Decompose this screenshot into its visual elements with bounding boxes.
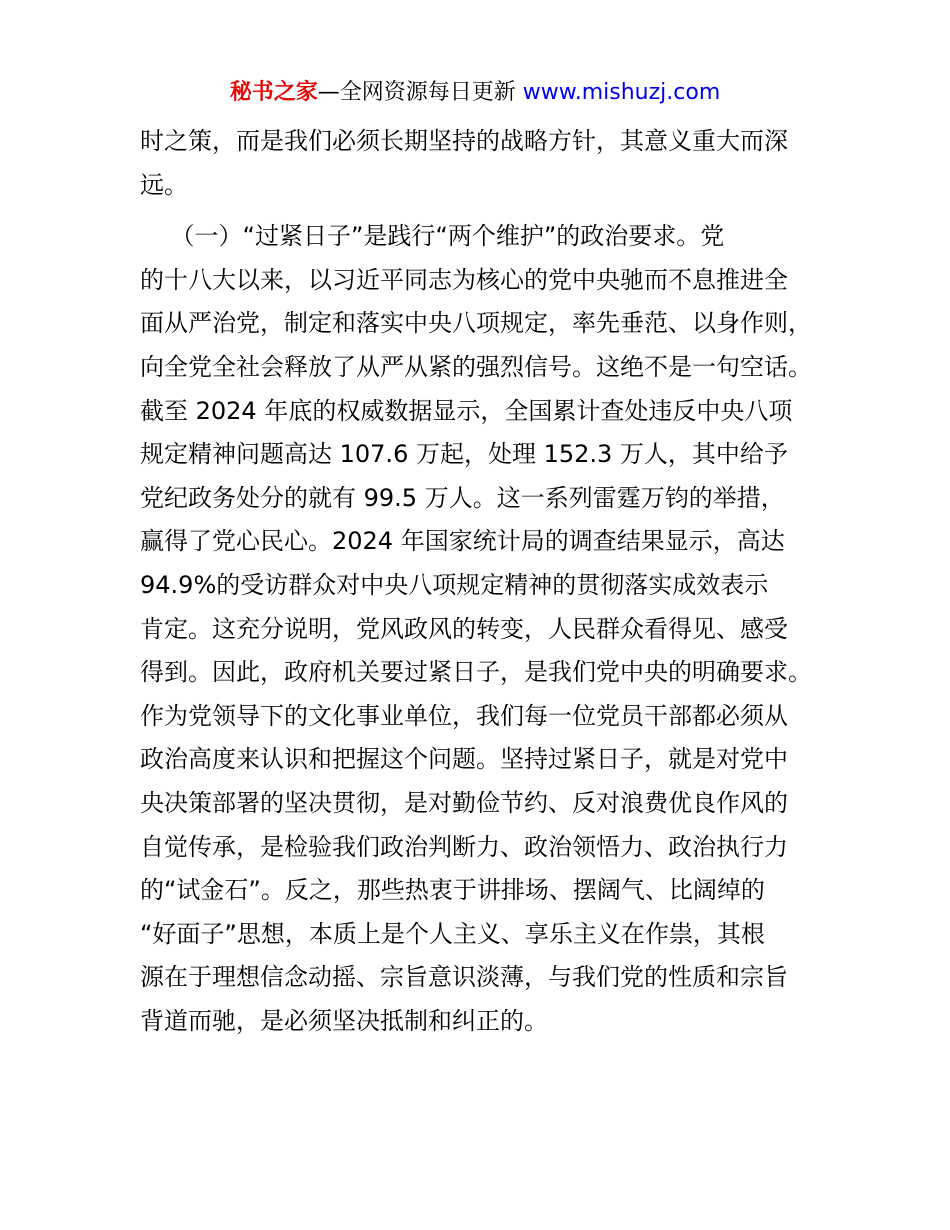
site-header [0,78,950,108]
text-line: 时之策，而是我们必须长期坚持的战略方针，其意义重大而深 [140,127,788,155]
text-line: 政治高度来认识和把握这个问题。坚持过紧日子，就是对党中 [140,745,788,774]
text-line: 94.9%的受访群众对中央八项规定精神的贯彻落实成效表示 [140,570,769,599]
text-line: 作为党领导下的文化事业单位，我们每一位党员干部都必须从 [140,701,788,730]
text-line: 央决策部署的坚决贯彻，是对勤俭节约、反对浪费优良作风的 [140,788,788,817]
site-url-link[interactable]: www.mishuzj.com [522,80,721,105]
text-line: 的十八大以来，以习近平同志为核心的党中央驰而不息推进全 [140,265,788,294]
text-line: 得到。因此，政府机关要过紧日子，是我们党中央的明确要求。 [140,658,812,687]
text-line: 党纪政务处分的就有 99.5 万人。这一系列雷霆万钧的举措， [140,483,785,512]
text-line: 向全党全社会释放了从严从紧的强烈信号。这绝不是一句空话。 [140,352,812,381]
text-line: 面从严治党，制定和落实中央八项规定，率先垂范、以身作则， [140,309,812,338]
document-body [140,120,820,1043]
text-line: （一）“过紧日子”是践行“两个维护”的政治要求。党 [140,222,725,251]
text-line: 规定精神问题高达 107.6 万起，处理 152.3 万人，其中给予 [140,440,788,469]
text-line: 赢得了党心民心。2024 年国家统计局的调查结果显示，高达 [140,527,785,556]
paragraph-section-one [140,215,820,1043]
text-line: 背道而驰，是必须坚决抵制和纠正的。 [140,1006,548,1035]
text-line: 自觉传承，是检验我们政治判断力、政治领悟力、政治执行力 [140,832,788,861]
site-brand: 秘书之家 [229,80,318,105]
text-line: 源在于理想信念动摇、宗旨意识淡薄，与我们党的性质和宗旨 [140,963,788,992]
text-line: 肯定。这充分说明，党风政风的转变，人民群众看得见、感受 [140,614,788,643]
site-tagline: —全网资源每日更新 [317,80,516,105]
text-line: 截至 2024 年底的权威数据显示，全国累计查处违反中央八项 [140,396,793,425]
text-line: “好面子”思想，本质上是个人主义、享乐主义在作祟，其根 [140,919,765,948]
paragraph-continuation [140,120,820,207]
text-line: 的“试金石”。反之，那些热衷于讲排场、摆阔气、比阔绰的 [140,876,765,905]
text-line: 远。 [140,170,188,199]
